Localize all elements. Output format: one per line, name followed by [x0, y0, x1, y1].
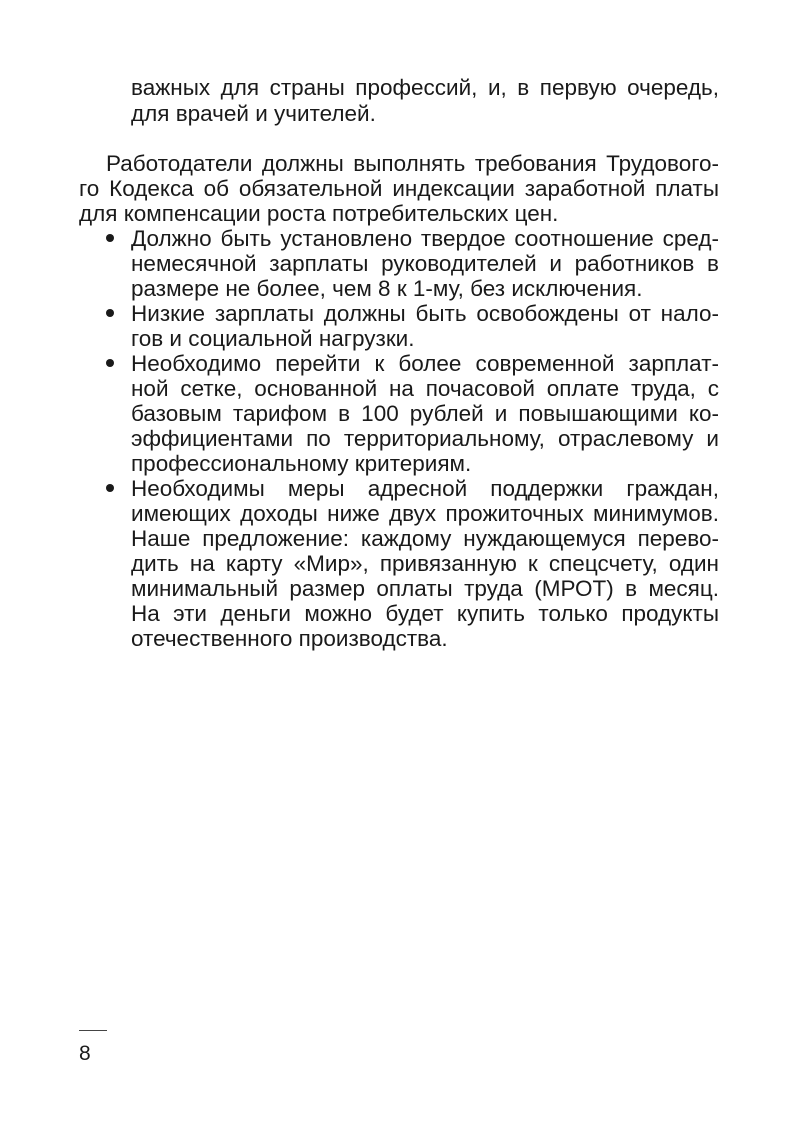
bullet-line: гов и социальной нагрузки. — [131, 326, 415, 351]
intro-line: для врачей и учителей. — [131, 101, 376, 126]
footer-rule — [79, 1030, 107, 1031]
bullet-line: дить на карту «Мир», привязанную к спецсчету, один — [131, 551, 719, 576]
bullet-line: отечественного производства. — [131, 626, 448, 651]
bullet-line: Необходимы меры адресной поддержки граждан, — [131, 476, 719, 501]
bullet-line: Наше предложение: каждому нуждающемуся перево- — [131, 526, 719, 551]
bullet-line: профессиональному критериям. — [131, 451, 472, 476]
bullet-dot — [106, 309, 114, 317]
bullet-line: Необходимо перейти к более современной зарплат- — [131, 351, 719, 376]
paragraph-line: Работодатели должны выполнять требования Трудового- — [106, 151, 719, 176]
bullet-line: На эти деньги можно будет купить только продукты — [131, 601, 719, 626]
bullet-line: эффициентами по территориальному, отраслевому и — [131, 426, 719, 451]
page-number: 8 — [79, 1042, 91, 1065]
bullet-line: базовым тарифом в 100 рублей и повышающими ко- — [131, 401, 719, 426]
bullet-line: имеющих доходы ниже двух прожиточных минимумов. — [131, 501, 719, 526]
paragraph-line: го Кодекса об обязательной индексации заработной платы — [79, 176, 719, 201]
bullet-line: ной сетке, основанной на почасовой оплате труда, с — [131, 376, 719, 401]
bullet-line: немесячной зарплаты руководителей и работников в — [131, 251, 719, 276]
bullet-line: размере не более, чем 8 к 1-му, без исключения. — [131, 276, 643, 301]
bullet-line: Низкие зарплаты должны быть освобождены от нало- — [131, 301, 719, 326]
bullet-dot — [106, 359, 114, 367]
bullet-dot — [106, 484, 114, 492]
intro-line: важных для страны профессий, и, в первую очередь, — [131, 75, 719, 100]
paragraph-line: для компенсации роста потребительских цен. — [79, 201, 559, 226]
bullet-line: Должно быть установлено твердое соотношение сред- — [131, 226, 719, 251]
bullet-line: минимальный размер оплаты труда (МРОТ) в месяц. — [131, 576, 719, 601]
bullet-dot — [106, 234, 114, 242]
